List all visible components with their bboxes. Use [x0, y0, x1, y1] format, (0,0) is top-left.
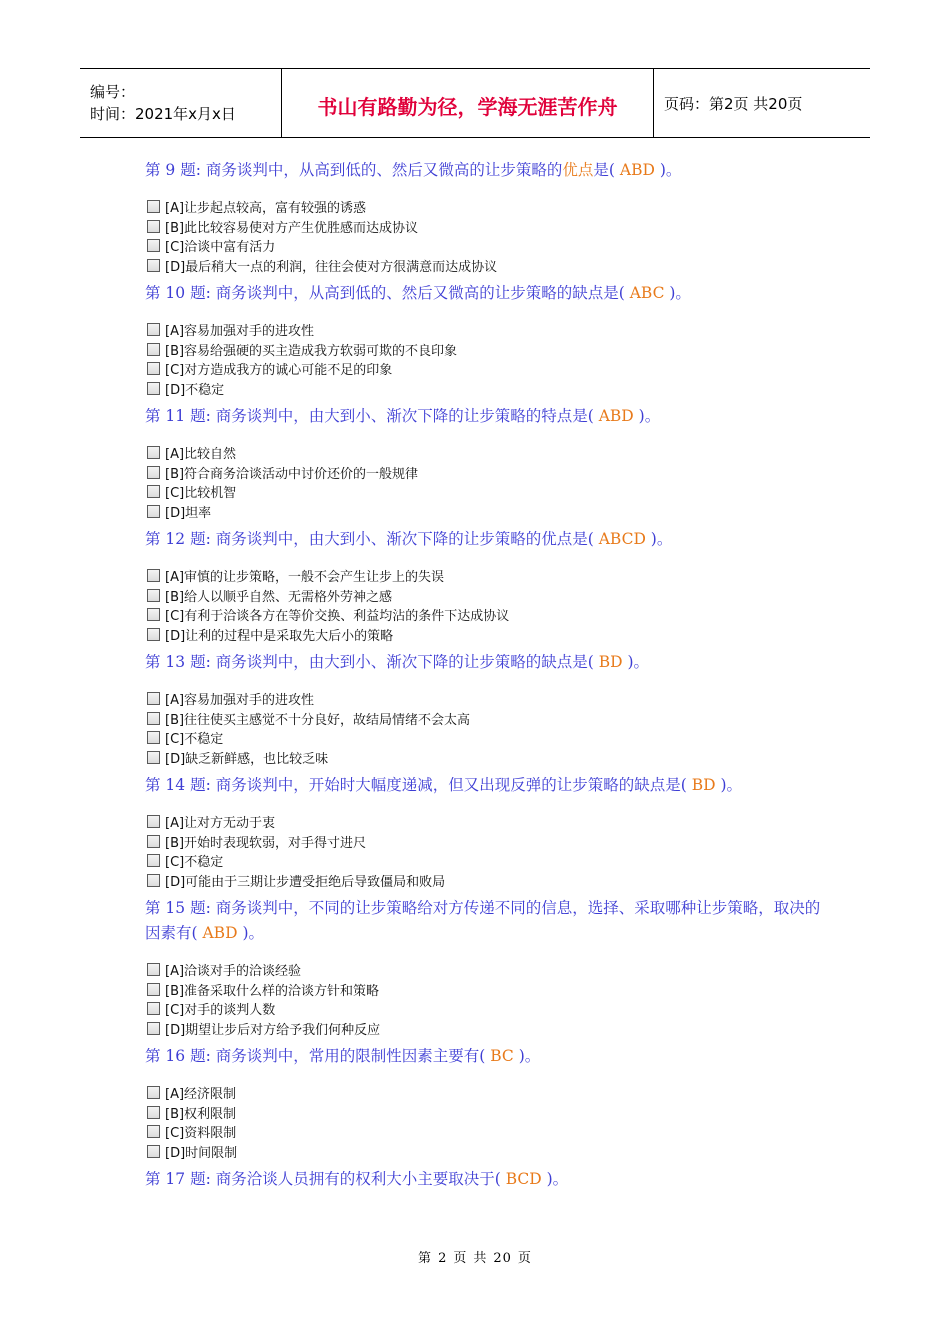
question-text: 第 17 题: 商务洽谈人员拥有的权利大小主要取决于( BCD )。	[145, 1170, 569, 1188]
option-label: [C]比较机智	[165, 486, 237, 502]
option-label: [B]准备采取什么样的洽谈方针和策略	[165, 983, 380, 999]
option-label: [A]比较自然	[165, 447, 237, 463]
footer-text: 第	[418, 1251, 433, 1266]
page-info: 页码：第2页 共20页	[664, 94, 803, 113]
option-label: [C]不稳定	[165, 855, 224, 871]
document-time-label: 时间：2021年x月x日	[90, 105, 236, 123]
header-motto	[281, 69, 654, 137]
checkbox[interactable]	[147, 589, 160, 602]
answer-key: ABD	[593, 407, 639, 425]
option-list	[147, 443, 835, 521]
page-header	[80, 68, 870, 138]
document-number-label: 编号：	[90, 83, 136, 101]
motto-text: 书山有路勤为径，学海无涯苦作舟	[317, 94, 618, 119]
option-label: [A]让步起点较高，富有较强的诱惑	[165, 201, 367, 217]
option-label: [B]符合商务洽谈活动中讨价还价的一般规律	[165, 466, 419, 482]
option-item	[147, 980, 835, 1000]
option-label: [A]洽谈对手的洽谈经验	[165, 964, 302, 980]
option-item	[147, 689, 835, 709]
checkbox[interactable]	[147, 1002, 160, 1015]
answer-key: ABC	[624, 284, 670, 302]
checkbox[interactable]	[147, 963, 160, 976]
page-footer	[0, 1247, 950, 1266]
option-item	[147, 359, 835, 379]
option-item	[147, 320, 835, 340]
checkbox[interactable]	[147, 608, 160, 621]
question-text: 第 16 题: 商务谈判中，常用的限制性因素主要有( BC )。	[145, 1047, 541, 1065]
answer-key: BD	[686, 776, 721, 794]
option-item	[147, 586, 835, 606]
question-text: 第 10 题: 商务谈判中，从高到低的、然后又微高的让步策略的缺点是( ABC )。	[145, 284, 691, 302]
option-item	[147, 1083, 835, 1103]
checkbox[interactable]	[147, 343, 160, 356]
question-text: 第 15 题: 商务谈判中，不同的让步策略给对方传递不同的信息，选择、采取哪种让步策略，取决的因素有( ABD )。	[145, 899, 821, 942]
question-text: 第 13 题: 商务谈判中，由大到小、渐次下降的让步策略的缺点是( BD )。	[145, 653, 650, 671]
option-item	[147, 1019, 835, 1039]
checkbox[interactable]	[147, 751, 160, 764]
footer-total-pages: 20	[493, 1251, 512, 1266]
option-item	[147, 502, 835, 522]
option-item	[147, 1103, 835, 1123]
option-label: [A]让对方无动于衷	[165, 816, 276, 832]
option-label: [A]容易加强对手的进攻性	[165, 693, 315, 709]
checkbox[interactable]	[147, 692, 160, 705]
answer-key: ABD	[614, 161, 660, 179]
option-label: [D]期望让步后对方给予我们何种反应	[165, 1022, 381, 1038]
answer-key: BC	[485, 1047, 519, 1065]
option-item	[147, 197, 835, 217]
option-item	[147, 812, 835, 832]
header-right	[654, 69, 870, 137]
option-label: [D]可能由于三期让步遭受拒绝后导致僵局和败局	[165, 874, 446, 890]
checkbox[interactable]	[147, 446, 160, 459]
option-item	[147, 851, 835, 871]
option-label: [D]最后稍大一点的利润，往往会使对方很满意而达成协议	[165, 259, 498, 275]
option-item	[147, 960, 835, 980]
option-item	[147, 625, 835, 645]
option-item	[147, 605, 835, 625]
question-block	[145, 773, 835, 890]
question-text: 第 12 题: 商务谈判中，由大到小、渐次下降的让步策略的优点是( ABCD )。	[145, 530, 673, 548]
checkbox[interactable]	[147, 1086, 160, 1099]
option-item	[147, 236, 835, 256]
answer-key: BCD	[500, 1170, 547, 1188]
highlight-word: 优点	[562, 161, 594, 179]
checkbox[interactable]	[147, 712, 160, 725]
question-block	[145, 281, 835, 398]
option-label: [A]容易加强对手的进攻性	[165, 324, 315, 340]
option-item	[147, 463, 835, 483]
checkbox[interactable]	[147, 259, 160, 272]
question-block	[145, 404, 835, 521]
checkbox[interactable]	[147, 382, 160, 395]
answer-key: BD	[593, 653, 628, 671]
option-list	[147, 566, 835, 644]
option-item	[147, 728, 835, 748]
option-label: [A]经济限制	[165, 1087, 237, 1103]
footer-text: 页	[453, 1251, 468, 1266]
checkbox[interactable]	[147, 983, 160, 996]
checkbox[interactable]	[147, 362, 160, 375]
option-list	[147, 320, 835, 398]
option-label: [D]时间限制	[165, 1145, 238, 1161]
option-item	[147, 256, 835, 276]
checkbox[interactable]	[147, 505, 160, 518]
option-item	[147, 443, 835, 463]
checkbox[interactable]	[147, 323, 160, 336]
option-item	[147, 340, 835, 360]
option-label: [B]权利限制	[165, 1106, 237, 1122]
option-list	[147, 812, 835, 890]
footer-text: 共	[473, 1251, 488, 1266]
checkbox[interactable]	[147, 1145, 160, 1158]
option-item	[147, 871, 835, 891]
question-block	[145, 1167, 835, 1192]
option-label: [C]资料限制	[165, 1126, 237, 1142]
question-text: 第 9 题: 商务谈判中，从高到低的、然后又微高的让步策略的优点是( ABD )。	[145, 161, 682, 179]
checkbox[interactable]	[147, 569, 160, 582]
option-list	[147, 1083, 835, 1161]
checkbox[interactable]	[147, 200, 160, 213]
option-label: [A]审慎的让步策略，一般不会产生让步上的失误	[165, 570, 445, 586]
option-label: [B]往往使买主感觉不十分良好，故结局情绪不会太高	[165, 712, 471, 728]
checkbox[interactable]	[147, 1125, 160, 1138]
question-block	[145, 650, 835, 767]
option-item	[147, 1142, 835, 1162]
option-label: [C]对手的谈判人数	[165, 1003, 276, 1019]
option-item	[147, 709, 835, 729]
option-label: [B]容易给强硬的买主造成我方软弱可欺的不良印象	[165, 343, 458, 359]
checkbox[interactable]	[147, 628, 160, 641]
question-list	[145, 158, 835, 1192]
option-label: [C]有利于洽谈各方在等价交换、利益均沾的条件下达成协议	[165, 609, 510, 625]
option-item	[147, 1122, 835, 1142]
checkbox[interactable]	[147, 220, 160, 233]
checkbox[interactable]	[147, 1022, 160, 1035]
checkbox[interactable]	[147, 466, 160, 479]
checkbox[interactable]	[147, 874, 160, 887]
question-block	[145, 1044, 835, 1161]
question-text: 第 14 题: 商务谈判中，开始时大幅度递减，但又出现反弹的让步策略的缺点是( BD )。	[145, 776, 743, 794]
option-label: [B]给人以顺乎自然、无需格外劳神之感	[165, 589, 393, 605]
option-item	[147, 566, 835, 586]
answer-key: ABCD	[593, 530, 651, 548]
option-item	[147, 832, 835, 852]
question-block	[145, 896, 835, 1038]
option-item	[147, 217, 835, 237]
option-label: [C]不稳定	[165, 732, 224, 748]
option-label: [D]不稳定	[165, 382, 225, 398]
checkbox[interactable]	[147, 835, 160, 848]
option-label: [C]对方造成我方的诚心可能不足的印象	[165, 363, 393, 379]
checkbox[interactable]	[147, 854, 160, 867]
option-item	[147, 482, 835, 502]
option-list	[147, 689, 835, 767]
header-left	[80, 69, 281, 137]
option-label: [D]让利的过程中是采取先大后小的策略	[165, 628, 394, 644]
option-label: [C]洽谈中富有活力	[165, 240, 276, 256]
option-list	[147, 960, 835, 1038]
option-label: [B]开始时表现软弱，对手得寸进尺	[165, 835, 367, 851]
question-block	[145, 527, 835, 644]
answer-key: ABD	[197, 924, 243, 942]
checkbox[interactable]	[147, 485, 160, 498]
option-item	[147, 748, 835, 768]
option-label: [D]坦率	[165, 505, 212, 521]
option-list	[147, 197, 835, 275]
checkbox[interactable]	[147, 239, 160, 252]
question-text: 第 11 题: 商务谈判中，由大到小、渐次下降的让步策略的特点是( ABD )。	[145, 407, 661, 425]
checkbox[interactable]	[147, 1106, 160, 1119]
question-block	[145, 158, 835, 275]
option-item	[147, 999, 835, 1019]
option-label: [D]缺乏新鲜感，也比较乏味	[165, 751, 329, 767]
footer-page-number: 2	[438, 1251, 448, 1266]
checkbox[interactable]	[147, 815, 160, 828]
option-label: [B]此比较容易使对方产生优胜感而达成协议	[165, 220, 419, 236]
option-item	[147, 379, 835, 399]
checkbox[interactable]	[147, 731, 160, 744]
footer-text: 页	[517, 1251, 532, 1266]
